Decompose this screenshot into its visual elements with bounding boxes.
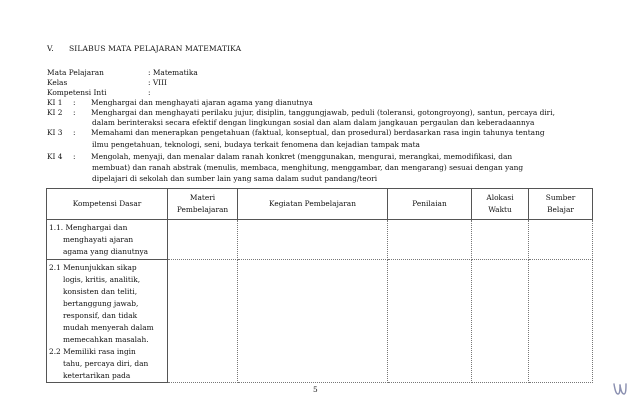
kegiatan-cell — [238, 260, 388, 383]
syllabus-table — [46, 188, 593, 383]
section-number: V. — [47, 44, 54, 53]
alokasi-cell — [472, 220, 529, 260]
ki-text: Memahami dan menerapkan pengetahuan (faktual, konseptual, dan prosedural) berdasarkan rasa ingin tahunya tentang — [91, 128, 545, 137]
ki-text: Menghargai dan menghayati ajaran agama yang dianutnya — [91, 98, 313, 107]
ki-code: KI 2 — [47, 108, 63, 117]
penilaian-cell — [388, 220, 472, 260]
class-value: : VIII — [148, 78, 167, 87]
ki-text-continued: membuat) dan ranah abstrak (menulis, membaca, menghitung, menggambar, dan mengarang) sesuai dengan yang — [92, 163, 524, 172]
ki-text: Mengolah, menyaji, dan menalar dalam ranah konkret (menggunakan, mengurai, merangkai, memodifikasi, dan — [91, 152, 513, 161]
meta-subject — [47, 68, 198, 77]
header-kompetensi-dasar: Kompetensi Dasar — [47, 189, 168, 220]
ki-text: Menghargai dan menghayati perilaku jujur, disiplin, tanggungjawab, peduli (toleransi, gotongroyong), santun, percaya diri, — [91, 108, 555, 117]
table-row — [47, 220, 593, 260]
ki-value: : — [148, 88, 151, 97]
sumber-cell — [529, 260, 593, 383]
section-title — [47, 44, 241, 53]
ki-colon: : — [73, 128, 76, 137]
ki-text-continued: dipelajari di sekolah dan sumber lain yang sama dalam sudut pandang/teori — [92, 174, 378, 183]
publisher-logo-icon — [612, 382, 628, 396]
alokasi-cell — [472, 260, 529, 383]
ki-code: KI 3 — [47, 128, 63, 137]
subject-label: Mata Pelajaran — [47, 68, 104, 77]
header-materi: Materi Pembelajaran — [168, 189, 238, 220]
page-number: 5 — [313, 385, 318, 394]
kd-cell: 2.1 Menunjukkan sikap logis, kritis, analitik, konsisten dan teliti, bertanggung jawab, responsif, dan tidak mudah menyerah dalam memecahkan masalah. 2.2 Memiliki rasa ingin tahu, percaya diri, dan ketertarikan pada — [47, 260, 168, 383]
class-label: Kelas — [47, 78, 68, 87]
ki-item-4 — [47, 152, 512, 161]
ki-item-2 — [47, 108, 555, 117]
materi-cell — [168, 260, 238, 383]
ki-code: KI 1 — [47, 98, 63, 107]
ki-text-continued: dalam berinteraksi secara efektif dengan lingkungan sosial dan alam dalam jangkauan pergaulan dan keberadaannya — [92, 118, 535, 127]
meta-class — [47, 78, 167, 87]
materi-cell — [168, 220, 238, 260]
table-header-row — [47, 189, 593, 220]
ki-text-continued: ilmu pengetahuan, teknologi, seni, budaya terkait fenomena dan kejadian tampak mata — [92, 140, 420, 149]
ki-label: Kompetensi Inti — [47, 88, 107, 97]
ki-colon: : — [73, 98, 76, 107]
ki-code: KI 4 — [47, 152, 63, 161]
header-penilaian: Penilaian — [388, 189, 472, 220]
meta-ki — [47, 88, 151, 97]
header-alokasi: Alokasi Waktu — [472, 189, 529, 220]
header-sumber: Sumber Belajar — [529, 189, 593, 220]
ki-item-3 — [47, 128, 545, 137]
table-row — [47, 260, 593, 383]
ki-colon: : — [73, 108, 76, 117]
ki-colon: : — [73, 152, 76, 161]
header-kegiatan: Kegiatan Pembelajaran — [238, 189, 388, 220]
subject-value: : Matematika — [148, 68, 198, 77]
kegiatan-cell — [238, 220, 388, 260]
kd-cell: 1.1. Menghargai dan menghayati ajaran agama yang dianutnya — [47, 220, 168, 260]
ki-item-1 — [47, 98, 313, 107]
penilaian-cell — [388, 260, 472, 383]
section-heading: SILABUS MATA PELAJARAN MATEMATIKA — [69, 44, 242, 53]
sumber-cell — [529, 220, 593, 260]
